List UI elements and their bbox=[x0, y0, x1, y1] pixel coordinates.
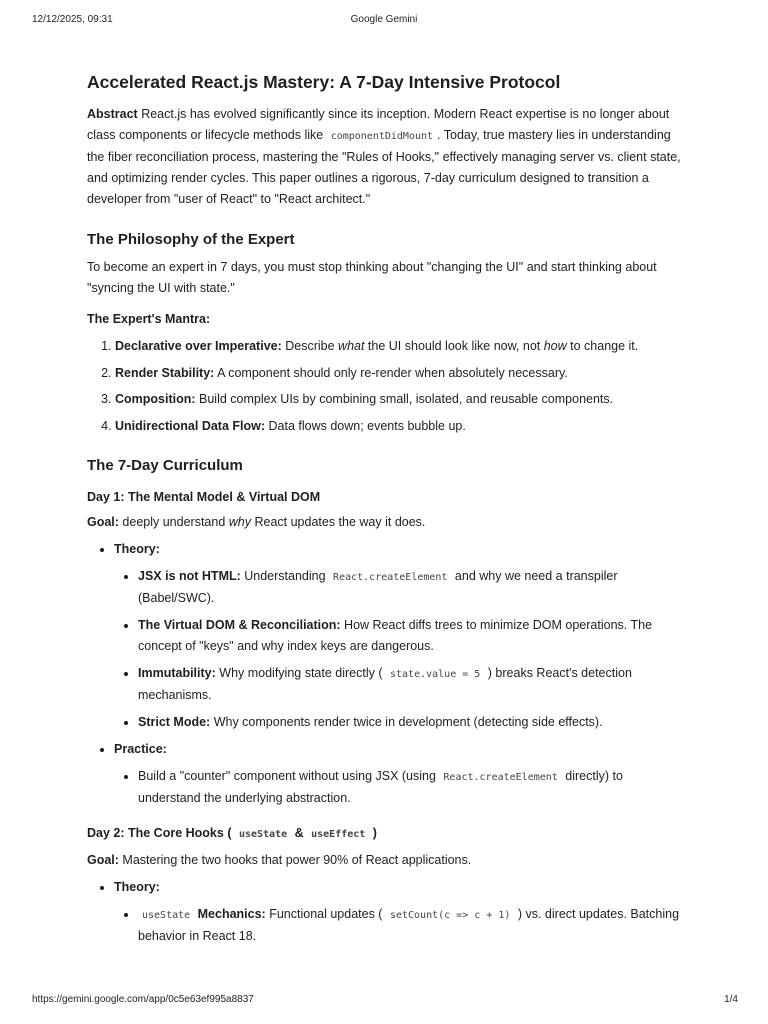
theory-item bbox=[138, 904, 687, 947]
day1-heading: Day 1: The Mental Model & Virtual DOM bbox=[87, 489, 321, 504]
theory-item-text: Why components render twice in development (detecting side effects). bbox=[210, 714, 603, 729]
day1-theory bbox=[114, 539, 687, 733]
theory-item-text: How React diffs trees to minimize DOM operations. The concept of "keys" and why index keys are dangerous. bbox=[138, 617, 653, 653]
practice-item-text: Build a "counter" component without using JSX (using bbox=[138, 768, 440, 783]
theory-item-text: ) vs. direct updates. Batching behavior in React 18. bbox=[138, 906, 680, 943]
print-page-number: 1/4 bbox=[724, 994, 738, 1005]
goal-text: Mastering the two hooks that power 90% of React applications. bbox=[118, 852, 472, 867]
document-title: Accelerated React.js Mastery: A 7-Day Intensive Protocol bbox=[87, 72, 561, 92]
theory-label: Theory: bbox=[114, 541, 160, 556]
day1-goal bbox=[87, 512, 687, 533]
print-header bbox=[0, 14, 768, 28]
print-url: https://gemini.google.com/app/0c5e63ef995a8837 bbox=[32, 994, 254, 1005]
practice-item bbox=[138, 766, 687, 809]
day2-sections bbox=[87, 877, 687, 947]
theory-item-code: React.createElement bbox=[333, 571, 448, 583]
theory-label: Theory: bbox=[114, 879, 160, 894]
theory-item-code: state.value = 5 bbox=[390, 668, 481, 680]
theory-item-label: Strict Mode: bbox=[138, 714, 211, 729]
theory-item-text: Functional updates ( bbox=[265, 906, 386, 921]
mantra-item bbox=[115, 389, 687, 410]
practice-item-text: directly) to understand the underlying abstraction. bbox=[138, 768, 623, 805]
mantra-item-text: Build complex UIs by combining small, isolated, and reusable components. bbox=[195, 392, 614, 406]
theory-item-code: useState bbox=[142, 909, 191, 921]
theory-item bbox=[138, 663, 687, 706]
theory-item-label: Immutability: bbox=[138, 665, 216, 680]
mantra-item-label: Declarative over Imperative: bbox=[115, 339, 282, 353]
philosophy-text: To become an expert in 7 days, you must stop thinking about "changing the UI" and start thinking about "syncing the UI with state." bbox=[87, 260, 657, 295]
day2-heading-code: useState bbox=[238, 828, 288, 840]
theory-item-label: The Virtual DOM & Reconciliation: bbox=[138, 617, 341, 632]
goal-label: Goal: bbox=[87, 852, 119, 867]
mantra-item-text: the UI should look like now, not bbox=[364, 339, 544, 353]
curriculum-heading: The 7-Day Curriculum bbox=[87, 456, 243, 474]
theory-item-text: Understanding bbox=[240, 568, 330, 583]
mantra-heading: The Expert's Mantra: bbox=[87, 312, 211, 326]
mantra-item-text: A component should only re-render when absolutely necessary. bbox=[214, 365, 568, 380]
day2-heading-text: Day 2: The Core Hooks ( bbox=[87, 825, 235, 840]
abstract-text-2: . Today, true mastery lies in understanding the fiber reconciliation process, mastering the "Rules of Hooks," effectively managing server vs. client state, and optimizing render cycles. This paper outlines a rigorous, 7-day curriculum designed to transition a developer from "user of React" to "React architect." bbox=[87, 128, 681, 206]
theory-item-code: setCount(c => c + 1) bbox=[389, 909, 511, 921]
theory-item-text: and why we need a transpiler (Babel/SWC). bbox=[138, 568, 618, 605]
mantra-item-emphasis: how bbox=[543, 339, 567, 353]
mantra-item-text: Describe bbox=[281, 339, 339, 353]
mantra-item-text: to change it. bbox=[566, 339, 639, 353]
mantra-item bbox=[115, 336, 687, 357]
theory-item bbox=[138, 566, 687, 609]
day2-theory bbox=[114, 877, 687, 947]
print-page-title: Google Gemini bbox=[350, 14, 418, 25]
mantra-item-label: Composition: bbox=[115, 392, 196, 406]
goal-label: Goal: bbox=[87, 514, 119, 529]
day2-theory-list bbox=[114, 904, 687, 947]
mantra-item bbox=[115, 416, 687, 437]
day2-heading-code: useEffect bbox=[311, 828, 366, 840]
mantra-item-emphasis: what bbox=[338, 339, 365, 353]
day1-sections bbox=[87, 539, 687, 809]
abstract-text-1: React.js has evolved significantly since its inception. Modern React expertise is no longer about class components or lifecycle methods like bbox=[87, 107, 670, 142]
goal-text: React updates the way it does. bbox=[251, 514, 426, 529]
theory-item-label: Mechanics: bbox=[194, 906, 266, 921]
abstract-label: Abstract bbox=[87, 107, 138, 121]
practice-label: Practice: bbox=[114, 741, 167, 756]
print-datetime: 12/12/2025, 09:31 bbox=[32, 14, 113, 25]
document-body bbox=[87, 70, 687, 953]
day2-heading-text: & bbox=[291, 825, 308, 840]
mantra-item-label: Render Stability: bbox=[115, 365, 215, 380]
goal-emphasis: why bbox=[228, 514, 251, 529]
abstract-code: componentDidMount bbox=[330, 131, 434, 142]
mantra-list bbox=[87, 336, 687, 437]
philosophy-heading: The Philosophy of the Expert bbox=[87, 231, 295, 248]
mantra-item-label: Unidirectional Data Flow: bbox=[115, 418, 266, 433]
day2-heading-text: ) bbox=[369, 825, 377, 840]
theory-item-text: Why modifying state directly ( bbox=[215, 665, 386, 680]
abstract-paragraph bbox=[87, 104, 687, 210]
theory-item bbox=[138, 615, 687, 657]
goal-text: deeply understand bbox=[118, 514, 229, 529]
theory-item bbox=[138, 712, 687, 733]
theory-item-text: ) breaks React's detection mechanisms. bbox=[138, 665, 632, 702]
day1-theory-list bbox=[114, 566, 687, 733]
mantra-item-text: Data flows down; events bubble up. bbox=[265, 418, 466, 433]
practice-item-code: React.createElement bbox=[443, 771, 558, 783]
day1-practice bbox=[114, 739, 687, 809]
day1-practice-list bbox=[114, 766, 687, 809]
day2-goal bbox=[87, 850, 687, 871]
mantra-item bbox=[115, 363, 687, 384]
print-footer bbox=[0, 994, 768, 1008]
theory-item-label: JSX is not HTML: bbox=[138, 568, 241, 583]
day2-heading bbox=[87, 823, 687, 845]
